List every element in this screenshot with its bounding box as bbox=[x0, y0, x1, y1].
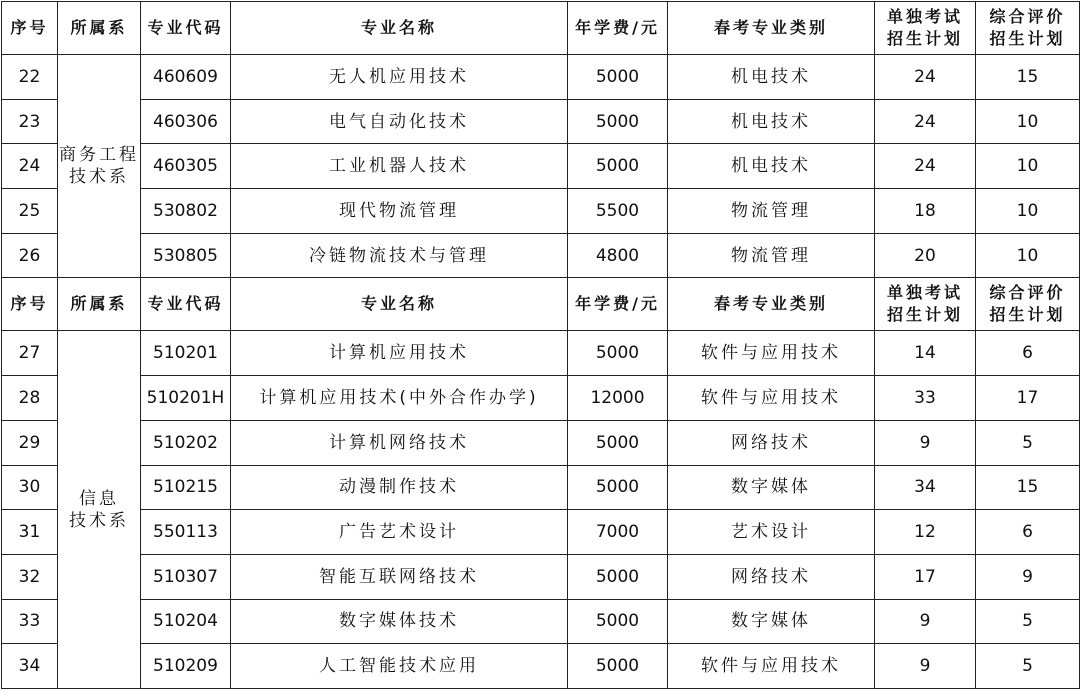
cell-comprehensive-plan: 10 bbox=[976, 144, 1080, 189]
cell-separate-plan: 14 bbox=[875, 331, 976, 376]
cell-no: 30 bbox=[2, 465, 58, 510]
table-row bbox=[2, 189, 1080, 234]
cell-code: 460609 bbox=[141, 55, 231, 100]
cell-code: 510202 bbox=[141, 420, 231, 465]
cell-name: 无人机应用技术 bbox=[231, 55, 568, 100]
cell-fee: 5000 bbox=[568, 99, 668, 144]
cell-name: 现代物流管理 bbox=[231, 189, 568, 234]
header-row bbox=[2, 2, 1080, 55]
cell-no: 33 bbox=[2, 599, 58, 644]
header-code: 专业代码 bbox=[141, 2, 231, 55]
cell-name: 计算机网络技术 bbox=[231, 420, 568, 465]
header-comprehensive-plan-line: 综合评价 bbox=[989, 283, 1066, 303]
cell-no: 23 bbox=[2, 99, 58, 144]
header-separate-plan bbox=[875, 2, 976, 55]
cell-comprehensive-plan: 5 bbox=[976, 420, 1080, 465]
cell-code: 510201H bbox=[141, 376, 231, 421]
header-separate-plan bbox=[875, 278, 976, 331]
cell-category: 艺术设计 bbox=[668, 510, 875, 555]
cell-name: 电气自动化技术 bbox=[231, 99, 568, 144]
header-separate-plan-line: 单独考试 bbox=[886, 7, 963, 26]
header-comprehensive-plan-line: 招生计划 bbox=[989, 29, 1066, 48]
cell-no: 34 bbox=[2, 644, 58, 689]
cell-separate-plan: 9 bbox=[875, 420, 976, 465]
header-separate-plan-line: 单独考试 bbox=[886, 283, 963, 303]
cell-category: 数字媒体 bbox=[668, 465, 875, 510]
cell-name: 智能互联网络技术 bbox=[231, 554, 568, 599]
header-no: 序号 bbox=[2, 278, 58, 331]
cell-no: 28 bbox=[2, 376, 58, 421]
cell-code: 460305 bbox=[141, 144, 231, 189]
cell-fee: 5000 bbox=[568, 599, 668, 644]
department-line: 信息 bbox=[79, 488, 119, 509]
table-row bbox=[2, 376, 1080, 421]
header-category: 春考专业类别 bbox=[668, 278, 875, 331]
table-row bbox=[2, 144, 1080, 189]
cell-comprehensive-plan: 6 bbox=[976, 510, 1080, 555]
cell-separate-plan: 24 bbox=[875, 144, 976, 189]
header-name: 专业名称 bbox=[231, 2, 568, 55]
header-fee: 年学费/元 bbox=[568, 278, 668, 331]
cell-category: 软件与应用技术 bbox=[668, 376, 875, 421]
cell-code: 510204 bbox=[141, 599, 231, 644]
cell-name: 广告艺术设计 bbox=[231, 510, 568, 555]
cell-separate-plan: 24 bbox=[875, 55, 976, 100]
header-department: 所属系 bbox=[58, 278, 141, 331]
cell-comprehensive-plan: 6 bbox=[976, 331, 1080, 376]
cell-fee: 7000 bbox=[568, 510, 668, 555]
cell-name: 冷链物流技术与管理 bbox=[231, 233, 568, 278]
cell-code: 530805 bbox=[141, 233, 231, 278]
cell-separate-plan: 17 bbox=[875, 554, 976, 599]
cell-separate-plan: 20 bbox=[875, 233, 976, 278]
cell-no: 27 bbox=[2, 331, 58, 376]
header-comprehensive-plan bbox=[976, 278, 1080, 331]
table-row bbox=[2, 554, 1080, 599]
header-comprehensive-plan bbox=[976, 2, 1080, 55]
cell-separate-plan: 12 bbox=[875, 510, 976, 555]
cell-no: 31 bbox=[2, 510, 58, 555]
header-separate-plan-line: 招生计划 bbox=[886, 305, 963, 325]
cell-separate-plan: 9 bbox=[875, 644, 976, 689]
cell-category: 物流管理 bbox=[668, 189, 875, 234]
header-name: 专业名称 bbox=[231, 278, 568, 331]
cell-code: 510209 bbox=[141, 644, 231, 689]
cell-name: 动漫制作技术 bbox=[231, 465, 568, 510]
cell-no: 25 bbox=[2, 189, 58, 234]
cell-category: 网络技术 bbox=[668, 420, 875, 465]
cell-fee: 5000 bbox=[568, 420, 668, 465]
cell-comprehensive-plan: 9 bbox=[976, 554, 1080, 599]
department-line: 商务工程 bbox=[59, 145, 139, 166]
cell-comprehensive-plan: 10 bbox=[976, 99, 1080, 144]
cell-no: 29 bbox=[2, 420, 58, 465]
cell-code: 510215 bbox=[141, 465, 231, 510]
department-line: 技术系 bbox=[69, 510, 129, 531]
cell-no: 24 bbox=[2, 144, 58, 189]
cell-code: 460306 bbox=[141, 99, 231, 144]
cell-separate-plan: 18 bbox=[875, 189, 976, 234]
cell-code: 510201 bbox=[141, 331, 231, 376]
header-comprehensive-plan-line: 综合评价 bbox=[989, 7, 1066, 26]
cell-separate-plan: 24 bbox=[875, 99, 976, 144]
table-row bbox=[2, 55, 1080, 100]
table-row bbox=[2, 465, 1080, 510]
cell-department bbox=[58, 55, 141, 278]
cell-category: 软件与应用技术 bbox=[668, 644, 875, 689]
table-row bbox=[2, 99, 1080, 144]
cell-code: 510307 bbox=[141, 554, 231, 599]
cell-comprehensive-plan: 17 bbox=[976, 376, 1080, 421]
cell-separate-plan: 34 bbox=[875, 465, 976, 510]
cell-no: 32 bbox=[2, 554, 58, 599]
cell-comprehensive-plan: 10 bbox=[976, 189, 1080, 234]
header-code: 专业代码 bbox=[141, 278, 231, 331]
cell-category: 数字媒体 bbox=[668, 599, 875, 644]
cell-category: 机电技术 bbox=[668, 55, 875, 100]
table-row bbox=[2, 644, 1080, 689]
table-row bbox=[2, 599, 1080, 644]
header-separate-plan-line: 招生计划 bbox=[886, 29, 963, 48]
cell-no: 22 bbox=[2, 55, 58, 100]
cell-fee: 5000 bbox=[568, 55, 668, 100]
cell-fee: 4800 bbox=[568, 233, 668, 278]
cell-comprehensive-plan: 5 bbox=[976, 599, 1080, 644]
cell-category: 机电技术 bbox=[668, 144, 875, 189]
cell-code: 550113 bbox=[141, 510, 231, 555]
cell-name: 计算机应用技术(中外合作办学) bbox=[231, 376, 568, 421]
cell-department bbox=[58, 331, 141, 689]
cell-code: 530802 bbox=[141, 189, 231, 234]
header-fee: 年学费/元 bbox=[568, 2, 668, 55]
cell-fee: 5000 bbox=[568, 331, 668, 376]
cell-comprehensive-plan: 10 bbox=[976, 233, 1080, 278]
cell-no: 26 bbox=[2, 233, 58, 278]
header-row bbox=[2, 278, 1080, 331]
cell-name: 人工智能技术应用 bbox=[231, 644, 568, 689]
cell-category: 机电技术 bbox=[668, 99, 875, 144]
table-row bbox=[2, 420, 1080, 465]
cell-fee: 5000 bbox=[568, 465, 668, 510]
enrollment-table bbox=[1, 1, 1080, 689]
cell-comprehensive-plan: 15 bbox=[976, 465, 1080, 510]
cell-name: 计算机应用技术 bbox=[231, 331, 568, 376]
cell-separate-plan: 33 bbox=[875, 376, 976, 421]
cell-fee: 5000 bbox=[568, 644, 668, 689]
cell-fee: 12000 bbox=[568, 376, 668, 421]
cell-category: 物流管理 bbox=[668, 233, 875, 278]
table-row bbox=[2, 233, 1080, 278]
cell-fee: 5000 bbox=[568, 144, 668, 189]
cell-comprehensive-plan: 15 bbox=[976, 55, 1080, 100]
table-row bbox=[2, 331, 1080, 376]
cell-category: 网络技术 bbox=[668, 554, 875, 599]
header-no: 序号 bbox=[2, 2, 58, 55]
cell-separate-plan: 9 bbox=[875, 599, 976, 644]
cell-name: 工业机器人技术 bbox=[231, 144, 568, 189]
cell-category: 软件与应用技术 bbox=[668, 331, 875, 376]
cell-comprehensive-plan: 5 bbox=[976, 644, 1080, 689]
cell-fee: 5500 bbox=[568, 189, 668, 234]
header-category: 春考专业类别 bbox=[668, 2, 875, 55]
department-line: 技术系 bbox=[69, 167, 129, 188]
cell-name: 数字媒体技术 bbox=[231, 599, 568, 644]
header-comprehensive-plan-line: 招生计划 bbox=[989, 305, 1066, 325]
cell-fee: 5000 bbox=[568, 554, 668, 599]
header-department: 所属系 bbox=[58, 2, 141, 55]
table-row bbox=[2, 510, 1080, 555]
